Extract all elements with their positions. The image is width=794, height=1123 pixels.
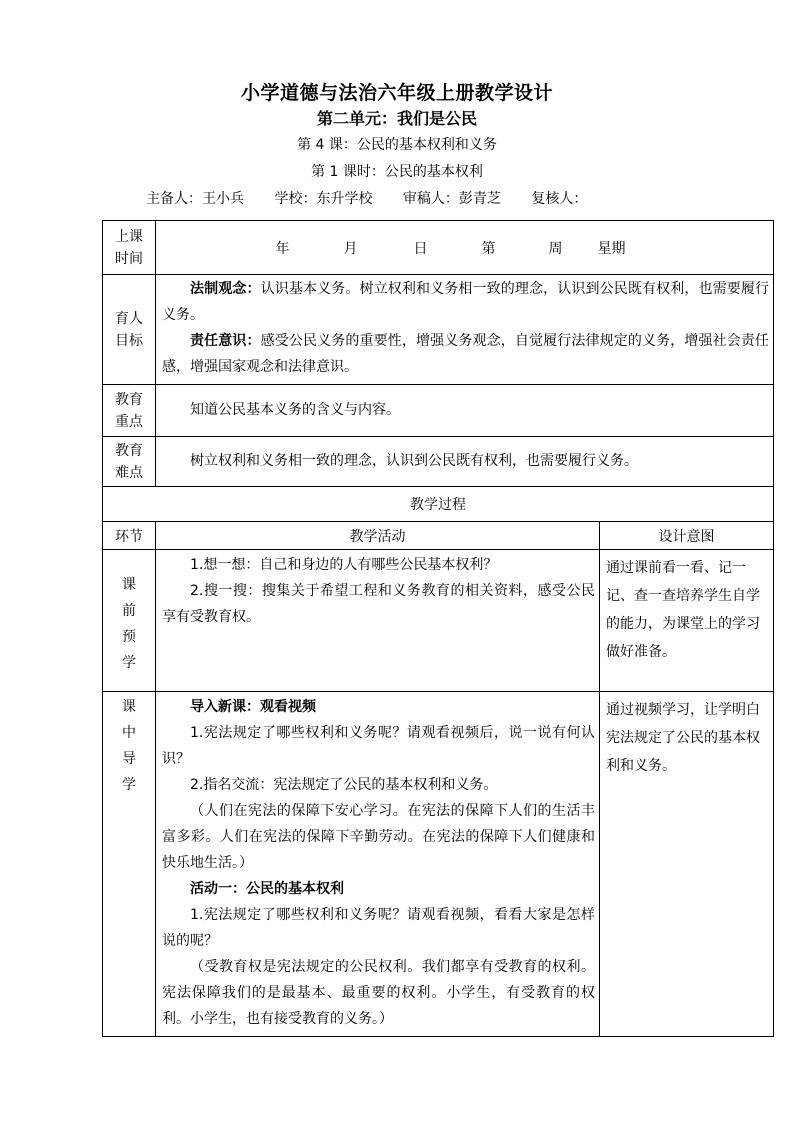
intro-heading: 导入新课：观看视频 — [190, 699, 316, 715]
preview-item: 1.想一想：自己和身边的人有哪些公民基本权利？ — [190, 557, 498, 573]
period-title: 第 1 课时：公民的基本权利 — [311, 164, 483, 180]
preparer: 主备人：王小兵 — [146, 191, 244, 207]
key-content — [156, 385, 774, 437]
difficult-text: 树立权利和义务相一致的理念，认识到公民既有权利，也需要履行义务。 — [190, 452, 638, 469]
difficult-row — [103, 437, 774, 487]
difficult-content — [156, 437, 774, 487]
guide-row — [103, 692, 774, 1037]
week-label: 周 — [548, 240, 563, 257]
activity-item: 1.宪法规定了哪些权利和义务呢？请观看视频，看看大家是怎样说的呢？ — [162, 907, 595, 949]
author-info — [146, 188, 613, 208]
preview-label: 课前预学 — [103, 550, 156, 692]
checker: 复核人： — [531, 191, 588, 207]
time-value — [156, 221, 774, 275]
col-step: 环节 — [103, 522, 156, 550]
lesson-title: 第 4 课：公民的基本权利和义务 — [297, 137, 497, 153]
time-row — [103, 221, 774, 275]
school: 学校：东升学校 — [274, 191, 373, 207]
day-label: 日 — [413, 240, 428, 257]
key-label: 教育重点 — [103, 385, 156, 437]
activity-heading: 活动一：公民的基本权利 — [190, 881, 344, 897]
guide-intent: 通过视频学习，让学明白宪法规定了公民的基本权利和义务。 — [600, 692, 774, 1037]
time-label: 上课时间 — [103, 221, 156, 275]
responsibility-goal: 责任意识：感受公民义务的重要性，增强义务观念，自觉履行法律规定的义务，增强社会责任感，增强国家观念和法律意识。 — [162, 333, 769, 375]
intro-item: 2.指名交流：宪法规定了公民的基本权利和义务。 — [190, 777, 498, 793]
difficult-label: 教育难点 — [103, 437, 156, 487]
preview-row — [103, 550, 774, 692]
activity-item: （受教育权是宪法规定的公民权利。我们都享有受教育的权利。宪法保障我们的是最基本、最重要的权利。小学生，有受教育的权利。小学生，也有接受教育的义务。） — [162, 959, 595, 1027]
col-intent: 设计意图 — [600, 522, 774, 550]
column-header-row — [103, 522, 774, 550]
unit-title: 第二单元：我们是公民 — [316, 109, 477, 128]
year-label: 年 — [275, 240, 290, 257]
lesson-plan-table — [102, 220, 774, 1037]
guide-content — [156, 692, 600, 1037]
intro-item: （人们在宪法的保障下安心学习。在宪法的保障下人们的生活丰富多彩。人们在宪法的保障下辛勤劳动。在宪法的保障下人们健康和快乐地生活。） — [162, 803, 595, 871]
intro-item: 1.宪法规定了哪些权利和义务呢？请观看视频后，说一说有何认识？ — [162, 725, 595, 767]
law-goal: 法制观念：认识基本义务。树立权利和义务相一致的理念，认识到公民既有权利，也需要履行义务。 — [162, 281, 769, 323]
reviewer: 审稿人：彭青芝 — [402, 191, 501, 207]
guide-label: 课中导学 — [103, 692, 156, 1037]
col-activity: 教学活动 — [156, 522, 600, 550]
goals-content — [156, 275, 774, 385]
weekday-label: 星期 — [597, 240, 626, 257]
process-title-row — [103, 487, 774, 522]
preview-item: 2.搜一搜：搜集关于希望工程和义务教育的相关资料，感受公民享有受教育权。 — [162, 583, 595, 625]
goals-row — [103, 275, 774, 385]
key-row — [103, 385, 774, 437]
key-text: 知道公民基本义务的含义与内容。 — [190, 401, 400, 418]
week-prefix: 第 — [481, 240, 496, 257]
preview-content — [156, 550, 600, 692]
process-title: 教学过程 — [103, 487, 774, 522]
preview-intent: 通过课前看一看、记一记、查一查培养学生自学的能力，为课堂上的学习做好准备。 — [600, 550, 774, 692]
goals-label: 育人目标 — [103, 275, 156, 385]
document-title: 小学道德与法治六年级上册教学设计 — [240, 82, 553, 104]
month-label: 月 — [343, 240, 358, 257]
